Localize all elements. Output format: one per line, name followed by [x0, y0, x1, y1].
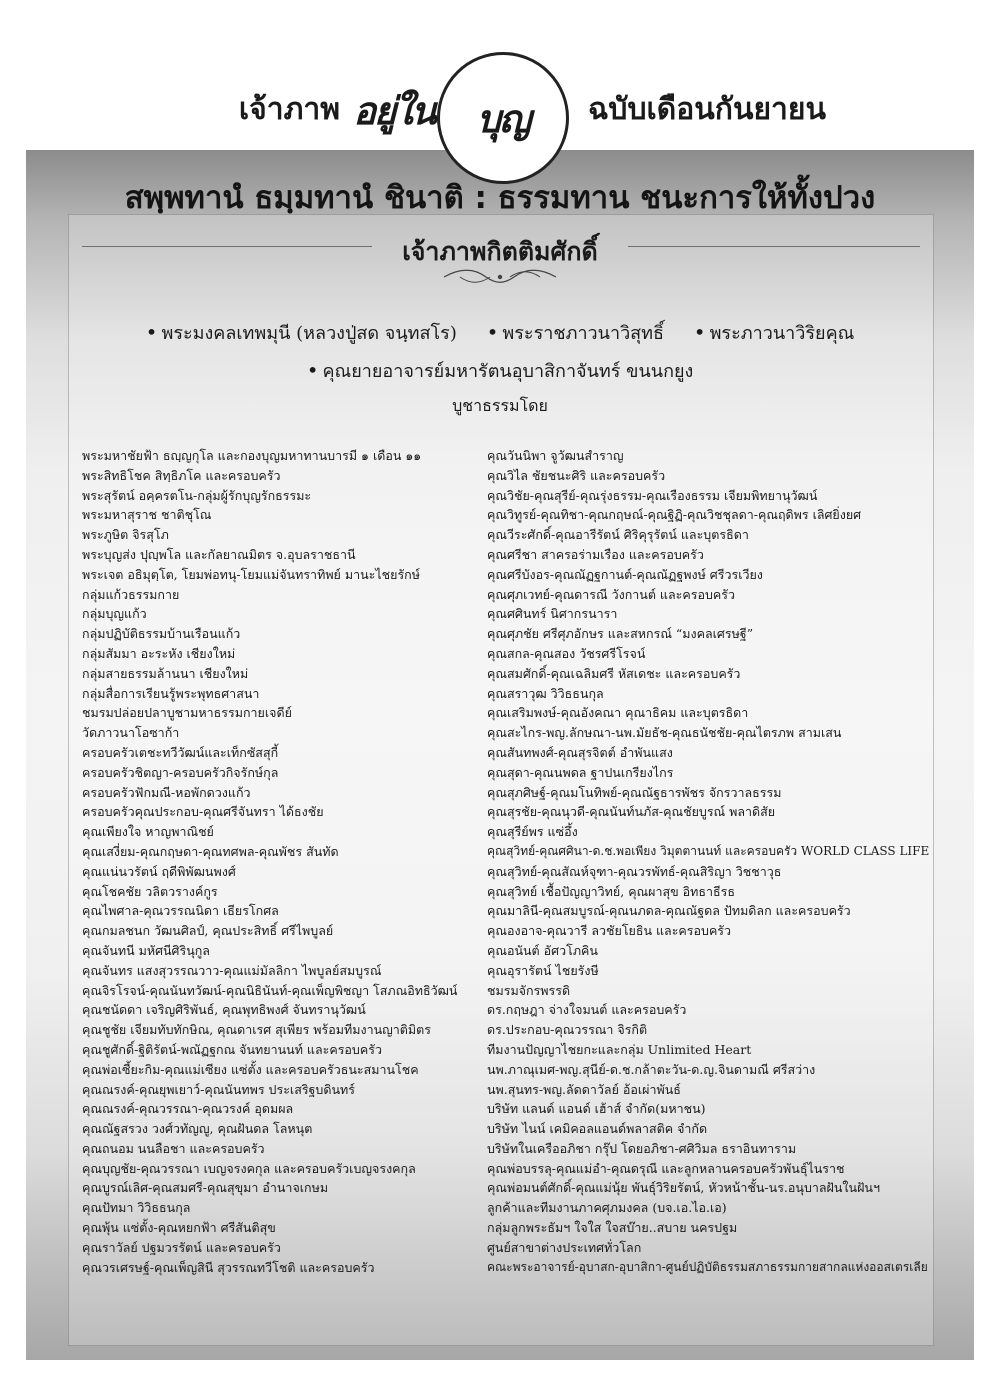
donor-list-item: คุณวันนิพา จูวัฒนสำราญ — [487, 448, 624, 463]
donor-list-item: คุณพ่อมนต์ศักดิ์-คุณแม่นุ้ย พันธุ์วิริยรัตน์, หัวหน้าชั้น-นร.อนุบาลฝันในฝันฯ — [487, 1180, 880, 1196]
donor-list-item: พระมหาชัยฟ้า ธญฺญกุโล และกองบุญมหาทานบารมี ๑ เดือน ๑๑ — [82, 448, 422, 463]
donor-list-item: คุณจันทนี มหัศนีศิรินุกูล — [82, 942, 210, 958]
donor-list-item: กลุ่มปฏิบัติธรรมบ้านเรือนแก้ว — [82, 626, 241, 642]
donor-list-item: พระมหาสุราช ชาติชุโณ — [82, 507, 212, 523]
donor-list-item: คุณศรีชา สาครอร่ามเรือง และครอบครัว — [487, 546, 704, 562]
donor-list-item: ชมรมปล่อยปลาบูชามหาธรรมกายเจดีย์ — [82, 705, 292, 721]
donor-list-item: คณะพระอาจารย์-อุบาสก-อุบาสิกา-ศูนย์ปฏิบัติธรรมสภาธรรมกายสากลแห่งออสเตรเลีย — [487, 1259, 928, 1274]
host-item: • พระภาวนาวิริยคุณ — [693, 320, 855, 344]
donor-list-item: คุณสมศักดิ์-คุณเฉลิมศรี หัสเดชะ และครอบครัว — [487, 665, 741, 681]
donor-list-item: คุณอนันต์ อัศวโภคิน — [487, 942, 598, 958]
donor-list-item: คุณสุวิทย์-คุณศศินา-ด.ช.พอเพียง วิมุตตานนท์ และครอบครัว WORLD CLASS LIFE — [487, 843, 930, 858]
donor-list-item: คุณสุดา-คุณนพดล ฐาปนเกรียงไกร — [487, 764, 674, 780]
donor-list-item: คุณจิรโรจน์-คุณนันทวัฒน์-คุณนิธินันท์-คุณเพ็ญพิชญา โสภณอิทธิวัฒน์ — [82, 982, 458, 998]
donor-list-item: คุณเสริมพงษ์-คุณอังคณา คุณาธิคม และบุตรธิดา — [487, 705, 749, 721]
donors-title: บูชาธรรมโดย — [452, 396, 548, 415]
donor-list-item: คุณสุรชัย-คุณนุวดี-คุณนันท์นภัส-คุณชัยบูรณ์ พลาดิสัย — [487, 804, 776, 820]
donor-list-item: คุณพุ้น แซ่ตั้ง-คุณหยกฟ้า ศรีสันติสุข — [82, 1220, 276, 1236]
donor-list-item: คุณปัทมา วิวิธธนกุล — [82, 1200, 191, 1216]
donor-list-item: บริษัท ไนน์ เคมิคอลแอนด์พลาสติค จำกัด — [487, 1121, 708, 1137]
donor-list-item: คุณถนอม นนลือชา และครอบครัว — [82, 1140, 265, 1156]
donor-list-item: คุณบูรณ์เลิศ-คุณสมศรี-คุณสุขุมา อำนาจเกษม — [82, 1180, 329, 1196]
donor-list-item: พระบุญส่ง ปุญฺพโล และกัลยาณมิตร จ.อุบลราชธานี — [82, 546, 356, 562]
donor-list-item: คุณณรงค์-คุณวรรณา-คุณวรงค์ อุดมผล — [82, 1101, 294, 1117]
donor-list-item: กลุ่มบุญแก้ว — [82, 606, 147, 622]
donor-list-item: นพ.สุนทร-พญ.ลัดดาวัลย์ อ้อเผ่าพันธ์ — [487, 1081, 681, 1097]
donor-list-item: บริษัท แลนด์ แอนด์ เฮ้าส์ จำกัด(มหาชน) — [487, 1101, 706, 1117]
donor-list-item: คุณพ่อบรรลุ-คุณแม่อำ-คุณดรุณี และลูกหลานครอบครัวพันธุ์ไนราช — [487, 1160, 845, 1176]
donor-list-item: กลุ่มลูกพระธัมฯ ใจใส ใจสบ๊าย..สบาย นครปฐม — [487, 1220, 738, 1236]
donor-list-item: คุณสราวุฒ วิวิธธนกุล — [487, 685, 604, 701]
donor-list-item: คุณสุภศิษฐ์-คุณมโนทิพย์-คุณณัฐธารพัชร จักรวาลธรรม — [487, 784, 782, 800]
donor-list-item: คุณมาลินี-คุณสมบูรณ์-คุณนภดล-คุณณัฐดล ปัทมดิลก และครอบครัว — [487, 903, 851, 919]
donor-list-item: ครอบครัวฟักมณี-หอพักดวงแก้ว — [82, 784, 251, 800]
donor-list-item: คุณศรีบังอร-คุณณัฏฐกานต์-คุณณัฏฐพงษ์ ศรีวรเวียง — [487, 566, 763, 582]
issue-label: ฉบับเดือนกันยายน — [588, 92, 826, 127]
host-item: • พระราชภาวนาวิสุทธิ์ — [486, 320, 665, 344]
donor-list-item: บริษัทในเครืออภิชา กรุ๊ป โดยอภิชา-ศศิวิมล ธราอินทาราม — [487, 1140, 797, 1156]
donor-list-item: คุณวิชัย-คุณสุรีย์-คุณรุ่งธรรม-คุณเรืองธรรม เจียมพิทยานุวัฒน์ — [487, 487, 818, 503]
donor-list-item: คุณองอาจ-คุณวารี ลวชัยโยธิน และครอบครัว — [487, 923, 732, 939]
donor-list-item: กลุ่มสื่อการเรียนรู้พระพุทธศาสนา — [82, 685, 260, 701]
donor-list-item: พระสุรัตน์ อคฺครตโน-กลุ่มผู้รักบุญรักธรรมะ — [82, 487, 312, 503]
donor-list-item: คุณศศินทร์ นิศากรนารา — [487, 606, 618, 622]
honorary-hosts-title: เจ้าภาพกิตติมศักดิ์ — [402, 237, 598, 266]
donor-list-item: ศูนย์สาขาต่างประเทศทั่วโลก — [487, 1239, 642, 1255]
donor-list-item: คุณวิทูรย์-คุณทิชา-คุณกฤษณ์-คุณฐิฏิ-คุณวิชชุลดา-คุณฤดิพร เลิศยิ่งยศ — [487, 507, 862, 523]
donor-list-item: คุณสุวิทย์-คุณสัณห์จุฑา-คุณวรพัทธ์-คุณสิริญา วิชชาวุธ — [487, 863, 782, 879]
logo-text: อยู่ใน — [353, 88, 435, 133]
honorary-hosts-line-2 — [0, 356, 1000, 385]
donor-list-item: คุณชูศักดิ์-ฐิติรัตน์-พณัฏฐกณ จันทยานนท์ และครอบครัว — [82, 1041, 382, 1057]
honorary-hosts-line-1 — [0, 318, 1000, 347]
donor-list-item: คุณณัฐสรวง วงศ์วทัญญู, คุณฝันดล โลหนุต — [82, 1121, 313, 1137]
donor-list-item: คุณราวัลย์ ปฐมวรรัตน์ และครอบครัว — [82, 1239, 281, 1255]
donor-list-item: คุณสุวิทย์ เชื้อปัญญาวิทย์, คุณผาสุข อิทธาธีรธ — [487, 883, 736, 899]
donor-list-item: คุณอุรารัตน์ ไชยรังษี — [487, 962, 599, 978]
bullet-icon: • — [693, 320, 706, 344]
donor-list-item: ครอบครัวคุณประกอบ-คุณศรีจันทรา ได้ธงชัย — [82, 804, 324, 820]
donor-list-item: ดร.กฤษฎา จ่างใจมนต์ และครอบครัว — [487, 1002, 687, 1018]
host-item: • คุณยายอาจารย์มหารัตนอุบาสิกาจันทร์ ขนนกยูง — [306, 358, 694, 382]
donor-list-item: กลุ่มสัมมา อะระหัง เชียงใหม่ — [82, 645, 236, 661]
ornament-icon — [440, 266, 560, 288]
donor-list-item: คุณเพียงใจ หาญพาณิชย์ — [82, 824, 214, 840]
donor-list-item: คุณบุญชัย-คุณวรรณา เบญจรงคกุล และครอบครัวเบญจรงคกุล — [82, 1160, 416, 1176]
donor-list-item: ดร.ประกอบ-คุณวรรณา จิรกิติ — [487, 1022, 648, 1038]
bullet-icon: • — [306, 358, 319, 382]
donor-list-item: พระสิทธิโชค สิทฺธิภโค และครอบครัว — [82, 467, 281, 483]
donor-list-item: คุณศุภชัย ศรีศุภอักษร และสหกรณ์ “มงคลเศรษฐี” — [487, 626, 754, 642]
donor-list-item: วัดภาวนาโอซาก้า — [82, 725, 180, 741]
donor-list-item: นพ.ภาณุเมศ-พญ.สุนีย์-ด.ช.กล้าตะวัน-ด.ญ.จินดามณี ศรีสว่าง — [487, 1061, 816, 1077]
donor-list-item: คุณวรเศรษฐ์-คุณเพ็ญสินี สุวรรณทวีโชติ และครอบครัว — [82, 1259, 375, 1275]
donor-list-item: คุณโชคชัย วลิตวรางค์กูร — [82, 883, 218, 899]
donor-list-item: คุณสกล-คุณสอง วัชรศรีโรจน์ — [487, 645, 646, 661]
donor-list-item: กลุ่มแก้วธรรมกาย — [82, 586, 180, 602]
donor-list-right — [487, 446, 932, 1277]
bullet-icon: • — [486, 320, 499, 344]
donor-list-item: คุณสุรีย์พร แซ่อึ้ง — [487, 824, 578, 840]
donor-list-item: คุณวิไล ชัยชนะศิริ และครอบครัว — [487, 467, 666, 483]
donor-list-item: คุณชูชัย เจียมทับทักษิณ, คุณดาเรศ สุเพียร พร้อมทีมงานญาติมิตร — [82, 1022, 431, 1038]
donor-list-item: คุณแน่นวรัตน์ ฤดีพิพัฒนพงศ์ — [82, 863, 236, 879]
motto-heading: สพฺพทานํ ธมฺมทานํ ชินาติ : ธรรมทาน ชนะการให้ทั้งปวง — [124, 180, 876, 216]
header-host-label: เจ้าภาพ — [238, 92, 340, 127]
donor-list-item: คุณสะไกร-พญ.ลักษณา-นพ.มัยธัช-คุณธนัชชัย-คุณไตรภพ สามเสน — [487, 725, 842, 741]
donor-list-item: คุณเสงี่ยม-คุณกฤษดา-คุณทศพล-คุณพัชร สันทัด — [82, 843, 339, 859]
donor-list-item: คุณณรงค์-คุณยุพเยาว์-คุณนันทพร ประเสริฐบดินทร์ — [82, 1081, 355, 1097]
donor-list-item: พระภูษิต จิรสุโภ — [82, 527, 169, 543]
divider-right — [628, 246, 920, 247]
donor-list-item: ชมรมจักรพรรดิ — [487, 982, 571, 998]
donor-list-item: กลุ่มสายธรรมล้านนา เชียงใหม่ — [82, 665, 249, 681]
logo-emblem-text: บุญ — [476, 95, 530, 141]
donor-list-item: คุณศุภเวทย์-คุณดารณี วังกานต์ และครอบครัว — [487, 586, 735, 602]
donor-list-item: ครอบครัวเตชะทวีวัฒน์และเท็กซัสสุกี้ — [82, 744, 279, 760]
donor-list-item: ครอบครัวชิตญา-ครอบครัวกิจรักษ์กุล — [82, 764, 279, 780]
donor-list-item: คุณพ่อเซี้ยะกิม-คุณแม่เซียง แซ่ตั้ง และครอบครัวธนะสมานโชค — [82, 1061, 419, 1077]
host-item: • พระมงคลเทพมุนี (หลวงปู่สด จนฺทสโร) — [145, 320, 457, 344]
donor-list-item: คุณสันทพงศ์-คุณสุรจิตต์ อำพันแสง — [487, 744, 673, 760]
donor-list-item: คุณจันทร แสงสุวรรณวาว-คุณแม่มัลลิกา ไพบูลย์สมบูรณ์ — [82, 962, 382, 978]
donor-list-item: ทีมงานปัญญาไชยกะและกลุ่ม Unlimited Heart — [487, 1041, 752, 1057]
donor-list-item: คุณชนัดดา เจริญศิริพันธ์, คุณพุทธิพงศ์ จันทรานุวัฒน์ — [82, 1002, 366, 1018]
logo-emblem — [437, 52, 569, 184]
donor-list-item: พระเจต อธิมุตฺโต, โยมพ่อทนุ-โยมแม่จันทราทิพย์ มานะไชยรักษ์ — [82, 566, 420, 582]
bullet-icon: • — [145, 320, 158, 344]
donor-list-left — [82, 446, 477, 1277]
donor-list-item: คุณวีระศักดิ์-คุณอารีรัตน์ ศิริคุรุรัตน์ และบุตรธิดา — [487, 527, 749, 543]
donor-list-item: ลูกค้าและทีมงานภาคศุภมงคล (บจ.เอ.ไอ.เอ) — [487, 1200, 727, 1216]
donor-list-item: คุณกมลชนก วัฒนศิลป์, คุณประสิทธิ์ ศรีไพบูลย์ — [82, 923, 334, 939]
donor-list-item: คุณไพศาล-คุณวรรณนิดา เธียรโกศล — [82, 903, 279, 919]
